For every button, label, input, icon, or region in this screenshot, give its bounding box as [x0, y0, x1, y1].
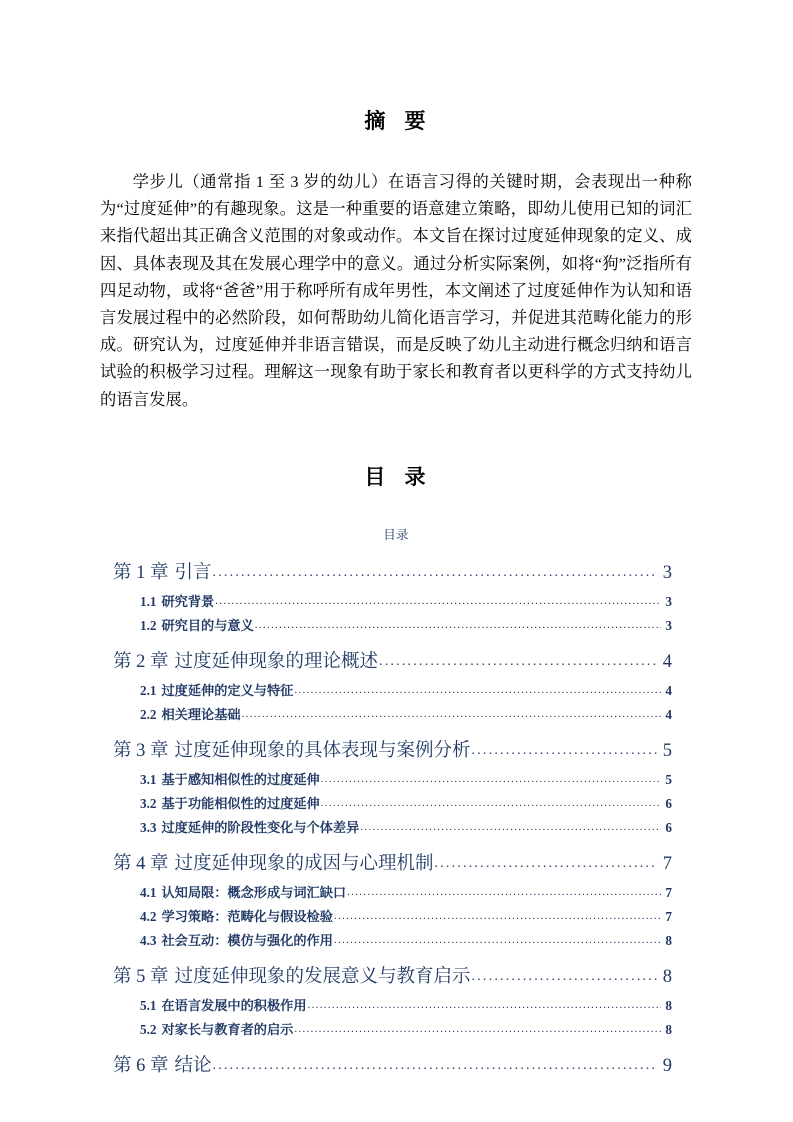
toc-entry-number: 第 5 章 [113, 966, 169, 987]
toc-entry-level-1[interactable] [100, 1050, 672, 1083]
toc-entry-page-number: 5 [665, 771, 672, 787]
toc-entry-level-2[interactable] [100, 614, 672, 638]
toc-dot-leader [308, 992, 661, 1017]
toc-entry-level-2[interactable] [100, 994, 672, 1018]
toc-entry-label: 相关理论基础 [161, 706, 241, 722]
toc-entry-label: 引言 [174, 562, 212, 583]
toc-entry-number: 4.3 [140, 932, 157, 948]
toc-entry-number: 第 4 章 [113, 853, 169, 874]
toc-entry-number: 第 6 章 [113, 1055, 169, 1076]
toc-entry-page-number: 4 [662, 651, 672, 672]
toc-entry-number: 5.2 [140, 1021, 157, 1037]
toc-entry-number: 2.2 [140, 706, 157, 722]
toc-entry-page-number: 7 [665, 908, 672, 924]
toc-entry-number: 第 1 章 [113, 562, 169, 583]
toc-dot-leader [294, 677, 661, 702]
toc-entry-page-number: 5 [662, 740, 672, 761]
toc-entry-page-number: 9 [662, 1055, 672, 1076]
toc-heading [100, 461, 692, 491]
toc-entry-page-number: 8 [665, 1021, 672, 1037]
toc-label: 目录 [383, 527, 409, 542]
toc-entry-level-1[interactable] [100, 848, 672, 881]
toc-list [100, 557, 672, 1083]
toc-entry-title [140, 614, 254, 638]
toc-entry-title [113, 735, 471, 768]
toc-entry-page-number: 4 [665, 706, 672, 722]
toc-dot-leader [213, 555, 657, 589]
toc-entry-level-2[interactable] [100, 1018, 672, 1042]
toc-entry-title [113, 557, 212, 590]
toc-entry-number: 4.2 [140, 908, 157, 924]
abstract-heading-char-2: 要 [404, 109, 428, 133]
toc-dot-leader [242, 701, 661, 726]
toc-entry-level-2[interactable] [100, 881, 672, 905]
toc-entry-level-2[interactable] [100, 792, 672, 816]
toc-entry-label: 结论 [174, 1055, 212, 1076]
toc-entry-title [140, 1018, 293, 1042]
toc-dot-leader [215, 588, 661, 613]
toc-dot-leader [472, 959, 657, 993]
toc-entry-level-2[interactable] [100, 905, 672, 929]
toc-entry-number: 2.1 [140, 682, 157, 698]
toc-entry-page-number: 6 [665, 795, 672, 811]
abstract-body-text: 学步儿（通常指 1 至 3 岁的幼儿）在语言习得的关键时期，会表现出一种称为“过度延伸”的有趣现象。这是一种重要的语意建立策略，即幼儿使用已知的词汇来指代超出其正确含义范围的对象或动作。本文旨在探讨过度延伸现象的定义、成因、具体表现及其在发展心理学中的意义。通过分析实际案例，如将“狗”泛指所有四足动物，或将“爸爸”用于称呼所有成年男性，本文阐述了过度延伸作为认知和语言发展过程中的必然阶段，如何帮助幼儿简化语言学习，并促进其范畴化能力的形成。研究认为，过度延伸并非语言错误，而是反映了幼儿主动进行概念归纳和语言试验的积极学习过程。理解这一现象有助于家长和教育者以更科学的方式支持幼儿的语言发展。 [100, 172, 692, 409]
toc-entry-label: 对家长与教育者的启示 [161, 1021, 294, 1037]
toc-entry-label: 基于感知相似性的过度延伸 [161, 771, 320, 787]
toc-entry-label: 在语言发展中的积极作用 [161, 997, 307, 1013]
toc-dot-leader [294, 1016, 661, 1041]
toc-entry-level-2[interactable] [100, 768, 672, 792]
toc-entry-number: 1.1 [140, 593, 157, 609]
toc-dot-leader [321, 790, 661, 815]
toc-entry-level-1[interactable] [100, 961, 672, 994]
toc-entry-level-2[interactable] [100, 590, 672, 614]
toc-entry-number: 第 3 章 [113, 740, 169, 761]
toc-entry-label: 过度延伸现象的具体表现与案例分析 [174, 740, 471, 761]
toc-entry-title [140, 929, 333, 953]
toc-entry-page-number: 6 [665, 819, 672, 835]
toc-entry-page-number: 8 [665, 932, 672, 948]
toc-dot-leader [472, 733, 657, 767]
toc-entry-label: 过度延伸现象的成因与心理机制 [174, 853, 434, 874]
toc-entry-page-number: 7 [662, 853, 672, 874]
toc-entry-level-1[interactable] [100, 735, 672, 768]
toc-entry-title [140, 881, 346, 905]
toc-entry-number: 3.1 [140, 771, 157, 787]
toc-entry-page-number: 3 [662, 562, 672, 583]
toc-entry-title [113, 848, 434, 881]
toc-entry-label: 研究背景 [161, 593, 215, 609]
toc-entry-label: 社会互动：模仿与强化的作用 [161, 932, 333, 948]
toc-entry-title [113, 961, 471, 994]
toc-dot-leader [360, 814, 661, 839]
toc-dot-leader [334, 927, 661, 952]
abstract-heading-char-1: 摘 [364, 109, 388, 133]
toc-entry-page-number: 8 [665, 997, 672, 1013]
toc-entry-number: 1.2 [140, 617, 157, 633]
toc-dot-leader [435, 846, 657, 880]
toc-entry-level-1[interactable] [100, 646, 672, 679]
toc-dot-leader [334, 903, 661, 928]
toc-entry-label: 认知局限：概念形成与词汇缺口 [161, 884, 347, 900]
page-content [100, 0, 692, 1083]
toc-entry-page-number: 3 [665, 617, 672, 633]
toc-entry-title [140, 905, 333, 929]
toc-entry-title [113, 646, 378, 679]
toc-entry-number: 4.1 [140, 884, 157, 900]
toc-heading-char-2: 录 [404, 464, 428, 489]
toc-entry-title [140, 792, 320, 816]
toc-entry-label: 基于功能相似性的过度延伸 [161, 795, 320, 811]
toc-entry-level-2[interactable] [100, 703, 672, 727]
toc-entry-page-number: 3 [665, 593, 672, 609]
toc-entry-label: 过度延伸现象的理论概述 [174, 651, 379, 672]
toc-entry-page-number: 4 [665, 682, 672, 698]
toc-entry-label: 过度延伸的阶段性变化与个体差异 [161, 819, 360, 835]
toc-entry-title [113, 1050, 212, 1083]
toc-entry-label: 过度延伸的定义与特征 [161, 682, 294, 698]
toc-entry-number: 3.2 [140, 795, 157, 811]
toc-entry-level-2[interactable] [100, 929, 672, 953]
toc-entry-page-number: 7 [665, 884, 672, 900]
toc-entry-level-2[interactable] [100, 679, 672, 703]
toc-entry-level-1[interactable] [100, 557, 672, 590]
toc-dot-leader [213, 1048, 657, 1082]
toc-dot-leader [347, 879, 661, 904]
toc-heading-char-1: 目 [364, 464, 388, 489]
toc-entry-page-number: 8 [662, 966, 672, 987]
toc-entry-title [140, 703, 241, 727]
toc-entry-level-2[interactable] [100, 816, 672, 840]
toc-entry-label: 研究目的与意义 [161, 617, 254, 633]
toc-dot-leader [321, 766, 661, 791]
toc-entry-number: 第 2 章 [113, 651, 169, 672]
toc-dot-leader [379, 644, 657, 678]
toc-entry-label: 学习策略：范畴化与假设检验 [161, 908, 333, 924]
toc-entry-title [140, 816, 359, 840]
toc-entry-number: 5.1 [140, 997, 157, 1013]
toc-entry-title [140, 679, 293, 703]
toc-entry-title [140, 768, 320, 792]
toc-dot-leader [255, 612, 661, 637]
toc-entry-title [140, 994, 307, 1018]
toc-entry-title [140, 590, 214, 614]
toc-entry-label: 过度延伸现象的发展意义与教育启示 [174, 966, 471, 987]
toc-entry-number: 3.3 [140, 819, 157, 835]
abstract-heading [100, 105, 692, 135]
